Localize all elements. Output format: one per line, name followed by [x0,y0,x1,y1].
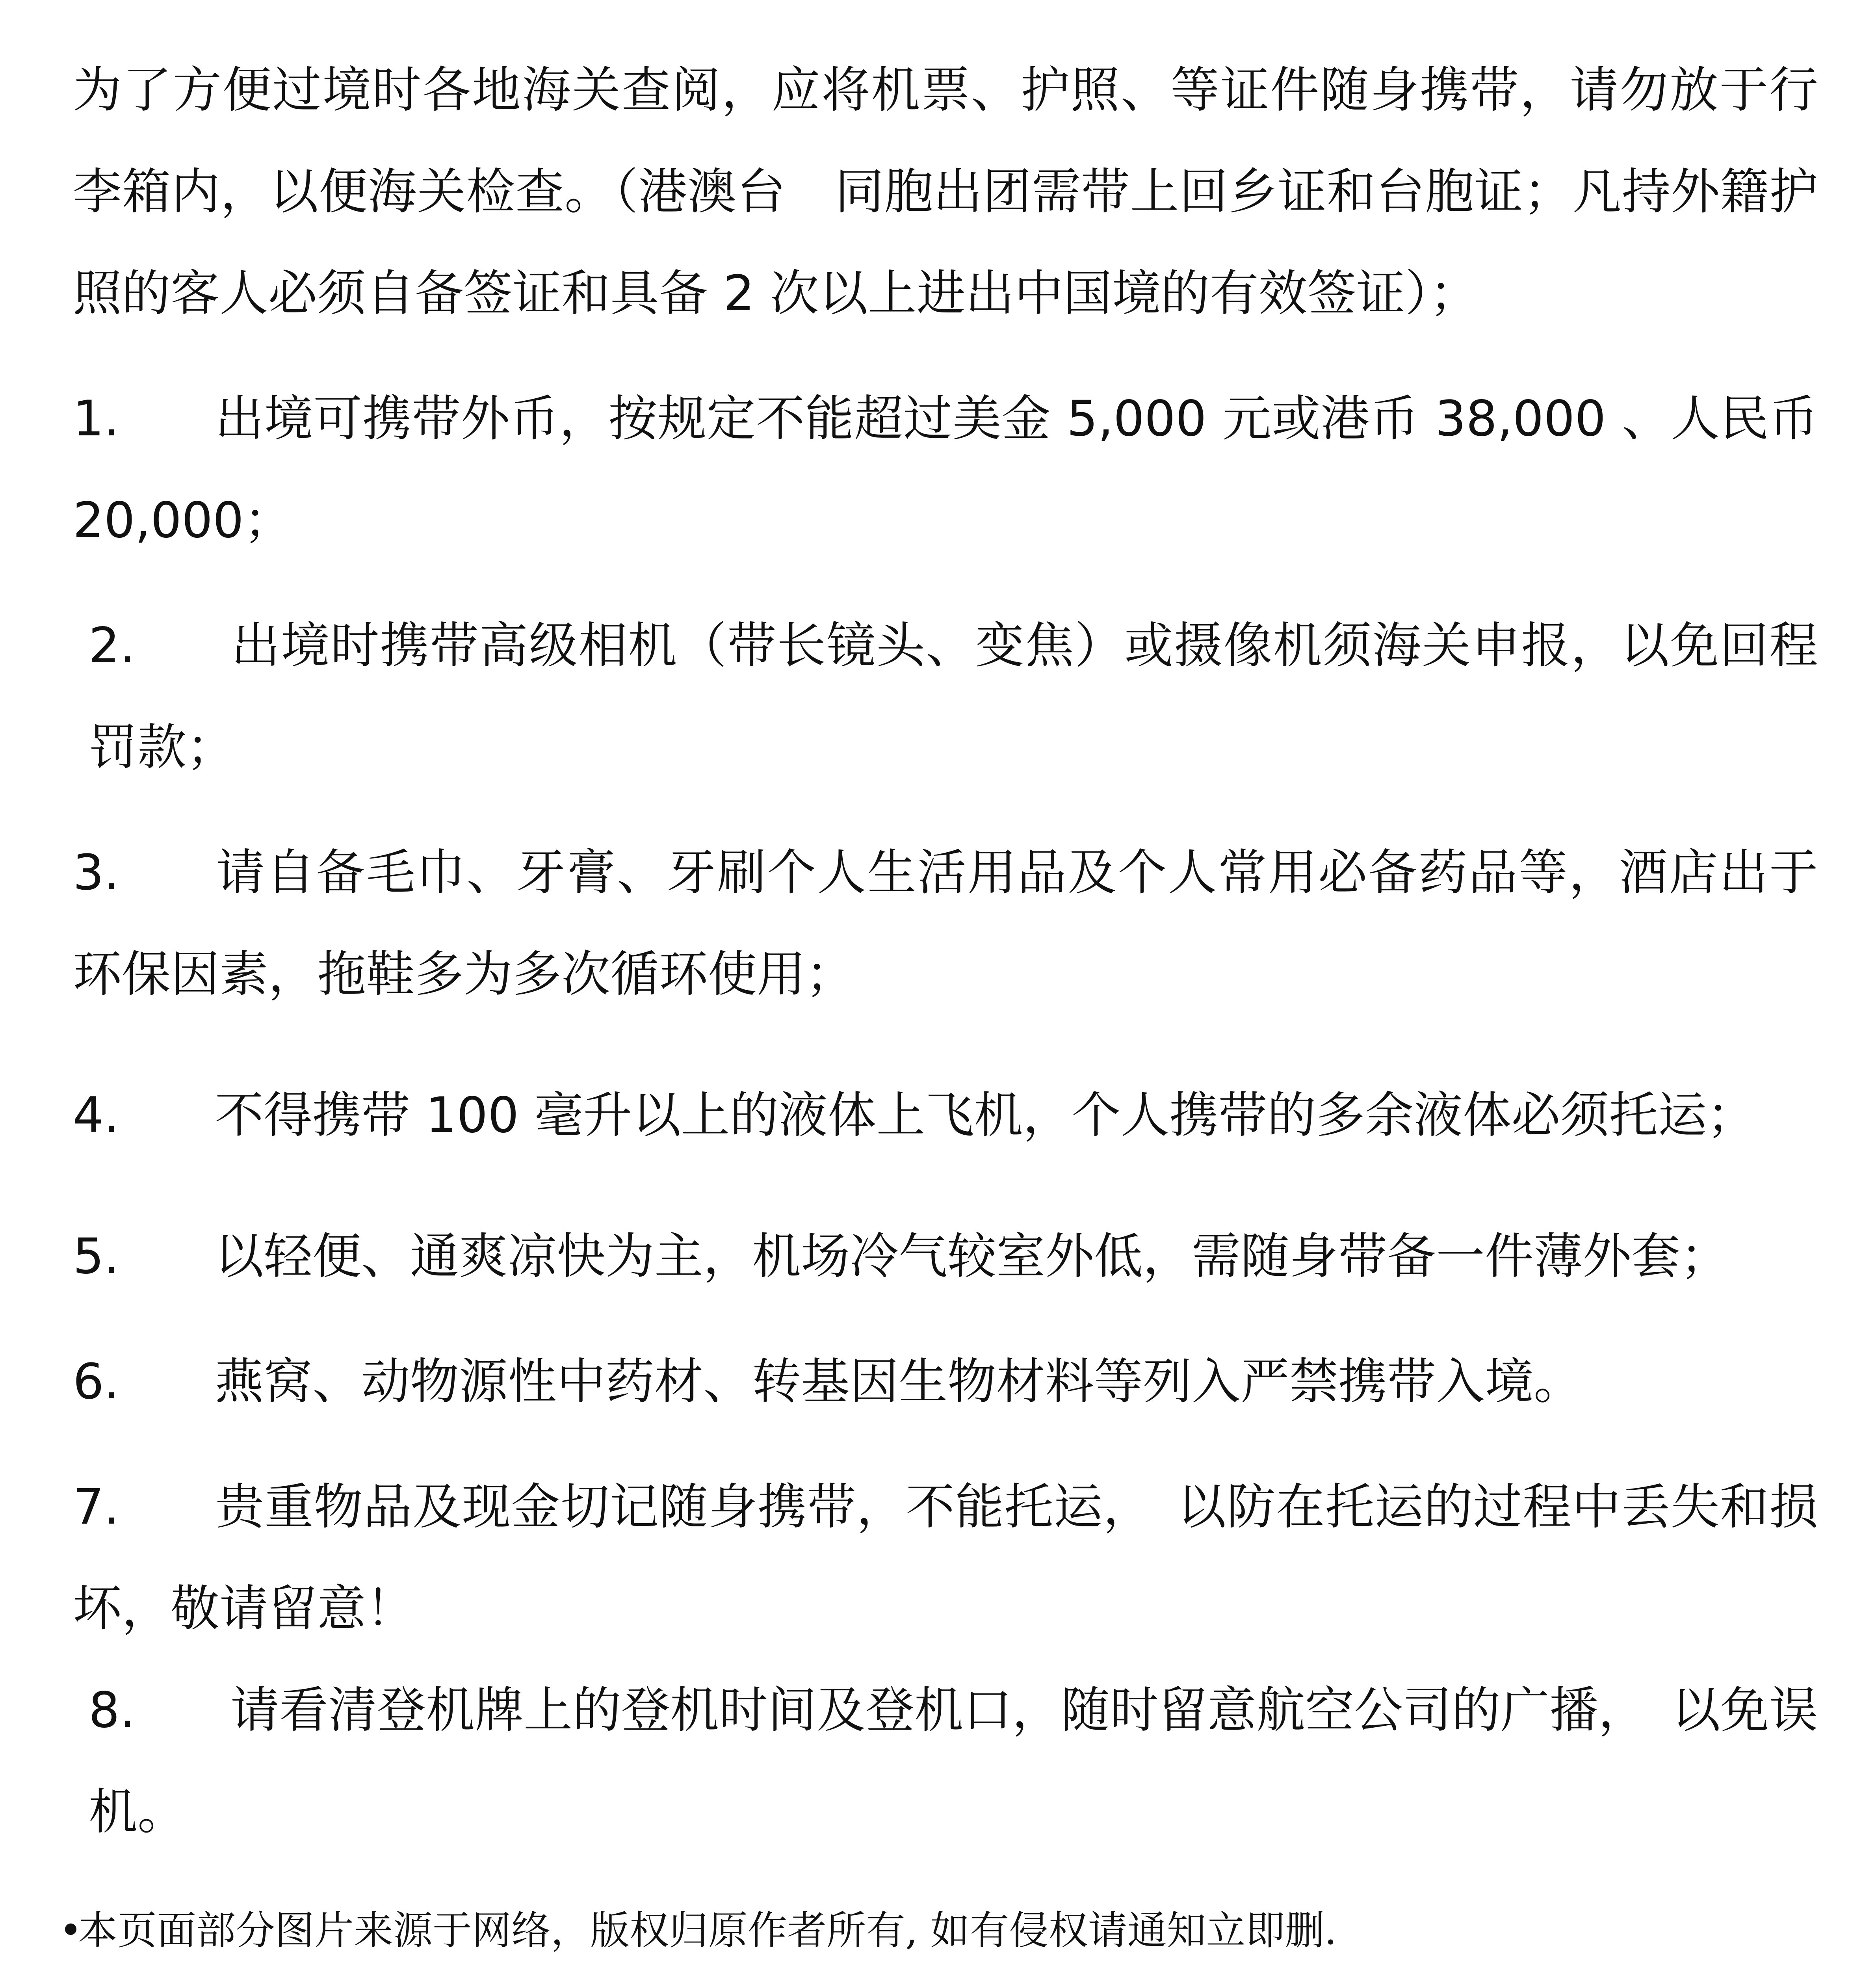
item-number: 3. [73,844,120,901]
list-item-4 [73,1065,1818,1166]
copyright-footnote [59,1903,1337,1958]
item-text: 贵重物品及现金切记随身携带，不能托运， 以防在托运的过程中丢失和损坏，敬请留意！ [73,1479,1818,1637]
item-number: 8. [89,1682,136,1739]
item-text: 燕窝、动物源性中药材、转基因生物材料等列入严禁携带入境。 [215,1353,1583,1410]
item-number: 4. [73,1087,120,1144]
list-item-5 [73,1206,1818,1307]
bullet-icon: • [59,1907,82,1953]
list-item-6 [73,1331,1818,1433]
list-item-7 [73,1456,1818,1660]
footnote-text: 本页面部分图片来源于网络，版权归原作者所有, 如有侵权请通知立即删. [78,1907,1337,1953]
list-item-8 [73,1660,1818,1863]
notice-list [73,368,1818,1863]
item-number: 7. [73,1479,120,1535]
intro-paragraph: 为了方便过境时各地海关查阅，应将机票、护照、等证件随身携带，请勿放于行李箱内，以便海关检查。（港澳台 同胞出团需带上回乡证和台胞证；凡持外籍护照的客人必须自备签证和具备 2 次以上进出中国境的有效签证）； [73,62,1818,322]
item-number: 5. [73,1228,120,1285]
item-text: 不得携带 100 毫升以上的液体上飞机，个人携带的多余液体必须托运； [215,1087,1756,1144]
notice-body [73,39,1818,1886]
list-item-1 [73,368,1818,571]
item-text: 请自备毛巾、牙膏、牙刷个人生活用品及个人常用必备药品等，酒店出于环保因素，拖鞋多为多次循环使用； [73,844,1818,1003]
item-text: 出境时携带高级相机（带长镜头、变焦）或摄像机须海关申报，以免回程罚款； [89,617,1818,776]
item-number: 2. [89,617,136,674]
item-text: 请看清登机牌上的登机时间及登机口，随时留意航空公司的广播， 以免误机。 [89,1682,1818,1840]
item-text: 出境可携带外币，按规定不能超过美金 5,000 元或港币 38,000 、人民币 20,000； [73,390,1818,549]
list-item-3 [73,822,1818,1025]
item-number: 1. [73,390,120,447]
list-item-2 [73,595,1818,798]
item-number: 6. [73,1353,120,1410]
item-text: 以轻便、通爽凉快为主，机场冷气较室外低，需随身带备一件薄外套； [215,1228,1729,1285]
